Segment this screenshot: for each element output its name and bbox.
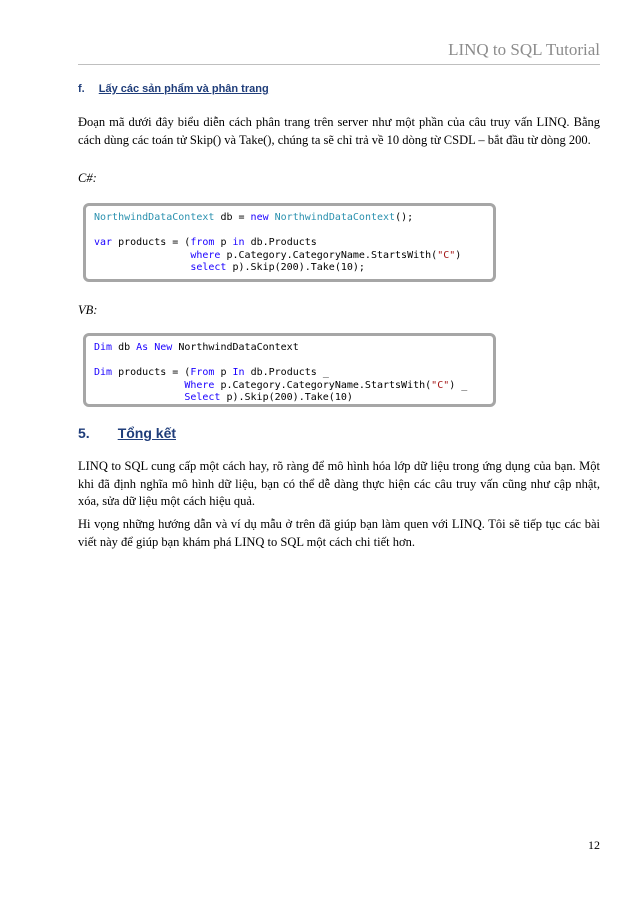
code-line — [94, 367, 485, 380]
section-heading — [78, 425, 176, 441]
code-line — [94, 380, 485, 393]
page-number: 12 — [588, 838, 600, 852]
code-line — [94, 355, 485, 368]
code-token: ) — [455, 249, 462, 261]
code-token: var — [94, 237, 113, 248]
code-token: NorthwindDataContext — [94, 212, 215, 223]
code-line — [94, 212, 485, 225]
code-token: New — [154, 342, 173, 353]
code-token: db.Products — [244, 237, 317, 248]
code-token — [94, 380, 184, 391]
code-line — [94, 250, 485, 263]
code-token: select — [190, 262, 227, 273]
code-token: As — [136, 342, 149, 353]
code-token: Select — [184, 392, 221, 403]
code-token: where — [190, 249, 221, 261]
vb-code-block — [83, 333, 496, 407]
subsection-number: f. — [78, 83, 85, 95]
section-title: Tổng kết — [117, 425, 177, 441]
summary-paragraph-1: LINQ to SQL cung cấp một cách hay, rõ ràng để mô hình hóa lớp dữ liệu trong ứng dụng của bạn. Một khi đã định nghĩa mô hình dữ liệu, bạn có thể dễ dàng thực hiện các câu truy vấn cũng như cập nhật, xóa, sửa dữ liệu một cách hiệu quả. — [78, 459, 600, 508]
code-token: db.Products _ — [244, 367, 329, 378]
csharp-code-block — [83, 203, 496, 282]
code-line — [94, 225, 485, 238]
code-token: ) _ — [449, 379, 468, 391]
code-line — [94, 237, 485, 250]
summary-paragraph-2: Hi vọng những hướng dẫn và ví dụ mẫu ở trên đã giúp bạn làm quen với LINQ. Tôi sẽ tiếp tục các bài viết này để giúp bạn khám phá LINQ to SQL một cách chi tiết hơn. — [78, 517, 600, 549]
code-token: new — [250, 212, 269, 223]
code-token: p.Category.CategoryName.StartsWith( — [214, 379, 432, 391]
code-token: Dim — [94, 342, 113, 353]
code-token: db = — [214, 212, 251, 223]
code-line — [94, 342, 485, 355]
code-token: in — [232, 237, 245, 248]
code-token: products = ( — [112, 367, 191, 378]
code-token: from — [190, 237, 215, 248]
code-token: p).Skip(200).Take(10); — [226, 262, 365, 273]
code-line — [94, 392, 485, 405]
code-line — [94, 262, 485, 275]
vb-label: VB: — [78, 303, 98, 317]
code-token: p).Skip(200).Take(10) — [220, 392, 353, 403]
section-number: 5. — [78, 425, 90, 441]
code-token: p — [214, 367, 233, 378]
code-token: NorthwindDataContext — [172, 342, 299, 353]
code-token: p — [214, 237, 233, 248]
running-header: LINQ to SQL Tutorial — [448, 40, 600, 59]
code-token: "C" — [437, 249, 456, 261]
code-token: (); — [395, 212, 414, 223]
code-token — [94, 250, 190, 261]
intro-paragraph: Đoạn mã dưới đây biểu diễn cách phân trang trên server như một phần của câu truy vấn LINQ. Bằng cách dùng các toán tử Skip() và Take(), chúng ta sẽ chỉ trả về 10 dòng từ CSDL – bắt đầu từ dòng 200. — [78, 115, 600, 147]
header-rule — [78, 64, 600, 65]
subsection-title: Lấy các sản phẩm và phân trang — [98, 83, 269, 95]
code-token: p.Category.CategoryName.StartsWith( — [220, 249, 438, 261]
csharp-label: C#: — [78, 171, 97, 185]
subsection-heading — [78, 83, 269, 95]
code-token: db — [112, 342, 137, 353]
code-token — [94, 262, 190, 273]
code-token: From — [190, 367, 215, 378]
code-token: Where — [184, 379, 215, 391]
code-token: products = ( — [112, 237, 191, 248]
code-token: NorthwindDataContext — [274, 212, 396, 223]
code-token — [94, 392, 184, 403]
code-token: In — [232, 367, 245, 378]
code-token: "C" — [431, 379, 450, 391]
code-token: Dim — [94, 367, 113, 378]
